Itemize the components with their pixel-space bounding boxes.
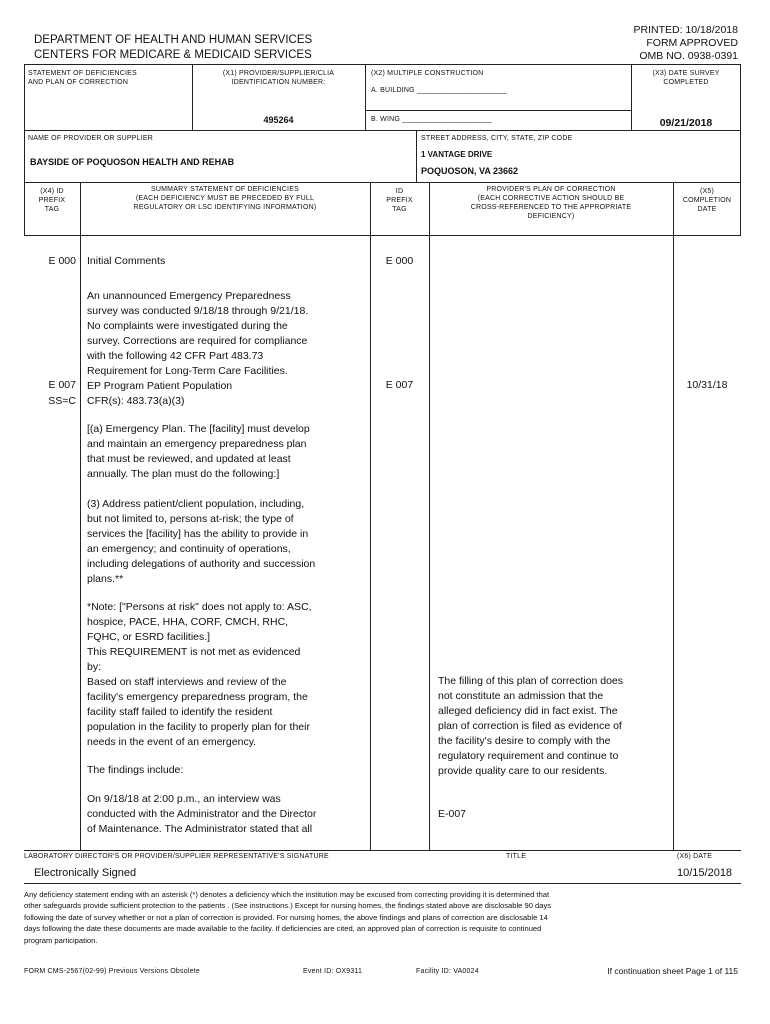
ep-program-heading: EP Program Patient Population CFR(s): 483.73(a)(3) xyxy=(87,380,233,407)
building-field: A. BUILDING ______________________ xyxy=(371,87,508,94)
address-city: POQUOSON, VA 23662 xyxy=(421,166,519,176)
x3-label: (X3) DATE SURVEY COMPLETED xyxy=(652,70,720,86)
summary-column-header: SUMMARY STATEMENT OF DEFICIENCIES (EACH DEFICIENCY MUST BE PRECEDED BY FULL REGULATORY OR LSC IDENTIFYING INFORMATION) xyxy=(133,186,317,211)
tag-e007: E 007 xyxy=(48,379,76,391)
form-meta xyxy=(538,24,738,63)
findings-include: The findings include: xyxy=(87,764,184,776)
emergency-plan-paragraph: [(a) Emergency Plan. The [facility] must develop and maintain an emergency preparedness plan that must be reviewed, and updated at least annually. The plan must do the following:] xyxy=(87,423,310,480)
plan-of-correction-text: The filling of this plan of correction does not constitute an admission that the alleged deficiency did in fact exist. The plan of correction is filed as evidence of the facility's desire to comply with the regulatory requirement and continue to provide quality care to our residents. xyxy=(438,675,624,777)
wing-field: B. WING ______________________ xyxy=(371,116,493,123)
address-label: STREET ADDRESS, CITY, STATE, ZIP CODE xyxy=(421,135,573,142)
statement-label: STATEMENT OF DEFICIENCIES AND PLAN OF CORRECTION xyxy=(28,70,137,86)
form-number: FORM CMS-2567(02-99) Previous Versions Obsolete xyxy=(24,968,200,975)
tag-e000-right: E 000 xyxy=(385,255,414,267)
tag-e000: E 000 xyxy=(48,255,76,267)
signature-value: Electronically Signed xyxy=(34,867,137,879)
x5-column-header: (X5) COMPLETION DATE xyxy=(682,188,732,213)
department-name: DEPARTMENT OF HEALTH AND HUMAN SERVICES xyxy=(34,34,313,46)
signature-date: 10/15/2018 xyxy=(677,867,733,879)
facility-id: Facility ID: VA0024 xyxy=(416,968,479,975)
x2-label: (X2) MULTIPLE CONSTRUCTION xyxy=(371,70,484,77)
event-id: Event ID: OX9311 xyxy=(303,968,363,975)
department-header xyxy=(34,33,312,63)
page-continuation: If continuation sheet Page 1 of 115 xyxy=(607,966,738,976)
form-approved: FORM APPROVED xyxy=(646,37,738,49)
plan-column-header: PROVIDER'S PLAN OF CORRECTION (EACH CORRECTIVE ACTION SHOULD BE CROSS-REFERENCED TO THE APPROPRIATE DEFICIENCY) xyxy=(470,186,632,220)
completion-date: 10/31/18 xyxy=(686,379,728,391)
survey-date: 09/21/2018 xyxy=(659,117,713,129)
agency-name: CENTERS FOR MEDICARE & MEDICAID SERVICES xyxy=(34,49,312,61)
x4-column-header: (X4) ID PREFIX TAG xyxy=(38,188,66,213)
x1-label: (X1) PROVIDER/SUPPLIER/CLIA IDENTIFICATION NUMBER: xyxy=(222,70,335,86)
deficiency-footnote: Any deficiency statement ending with an asterisk (*) denotes a deficiency which the institution may be excused from correcting providing it is determined that other safeguards provide sufficient protection to the patients . (See instructions.) Except for nursing homes, the findings stated above are disclosable 90 days following the date of survey whether or not a plan of correction is provided. For nursing homes, the above findings and plans of correction are disclosable 14 days following the date these documents are made available to the facility. If deficiencies are cited, an approved plan of correction is requisite to continued program participation. xyxy=(24,890,552,945)
provider-id: 495264 xyxy=(263,115,294,125)
initial-comments: Initial Comments xyxy=(87,255,166,267)
title-label: TITLE xyxy=(506,853,527,860)
id-column-header: ID PREFIX TAG xyxy=(386,188,413,213)
provider-name-label: NAME OF PROVIDER OR SUPPLIER xyxy=(28,135,154,142)
patient-population-paragraph: (3) Address patient/client population, including, but not limited to, persons at-risk; the type of services the [facility] has the ability to provide in an emergency; and continuity of operations, including delegations of authority and succession plans.** xyxy=(87,498,316,585)
omb-number: OMB NO. 0938-0391 xyxy=(639,50,738,62)
scope-severity: SS=C xyxy=(48,395,76,407)
address-street: 1 VANTAGE DRIVE xyxy=(421,150,493,159)
note-findings-paragraph: *Note: ["Persons at risk" does not apply to: ASC, hospice, PACE, HHA, CORF, CMCH, RHC, FQHC, or ESRD facilities.] This REQUIREMENT is not met as evidenced by: Based on staff interviews and review of the facility's emergency preparedness program, the facility staff failed to identify the resident population in the facility to properly plan for their needs in the event of an emergency. xyxy=(87,601,312,748)
tag-e007-right: E 007 xyxy=(385,379,414,391)
date-label: (X6) DATE xyxy=(677,853,713,860)
signature-label: LABORATORY DIRECTOR'S OR PROVIDER/SUPPLIER REPRESENTATIVE'S SIGNATURE xyxy=(24,853,329,860)
provider-name: BAYSIDE OF POQUOSON HEALTH AND REHAB xyxy=(30,157,235,167)
plan-reference: E-007 xyxy=(438,808,467,820)
printed-date: PRINTED: 10/18/2018 xyxy=(633,24,738,36)
interview-paragraph: On 9/18/18 at 2:00 p.m., an interview was conducted with the Administrator and the Director of Maintenance. The Administrator stated that all xyxy=(87,793,317,835)
survey-intro-paragraph: An unannounced Emergency Preparedness survey was conducted 9/18/18 through 9/21/18. No complaints were investigated during the survey. Corrections are required for compliance with the following 42 CFR Part 483.73 Requirement for Long-Term Care Facilities. xyxy=(87,290,309,377)
